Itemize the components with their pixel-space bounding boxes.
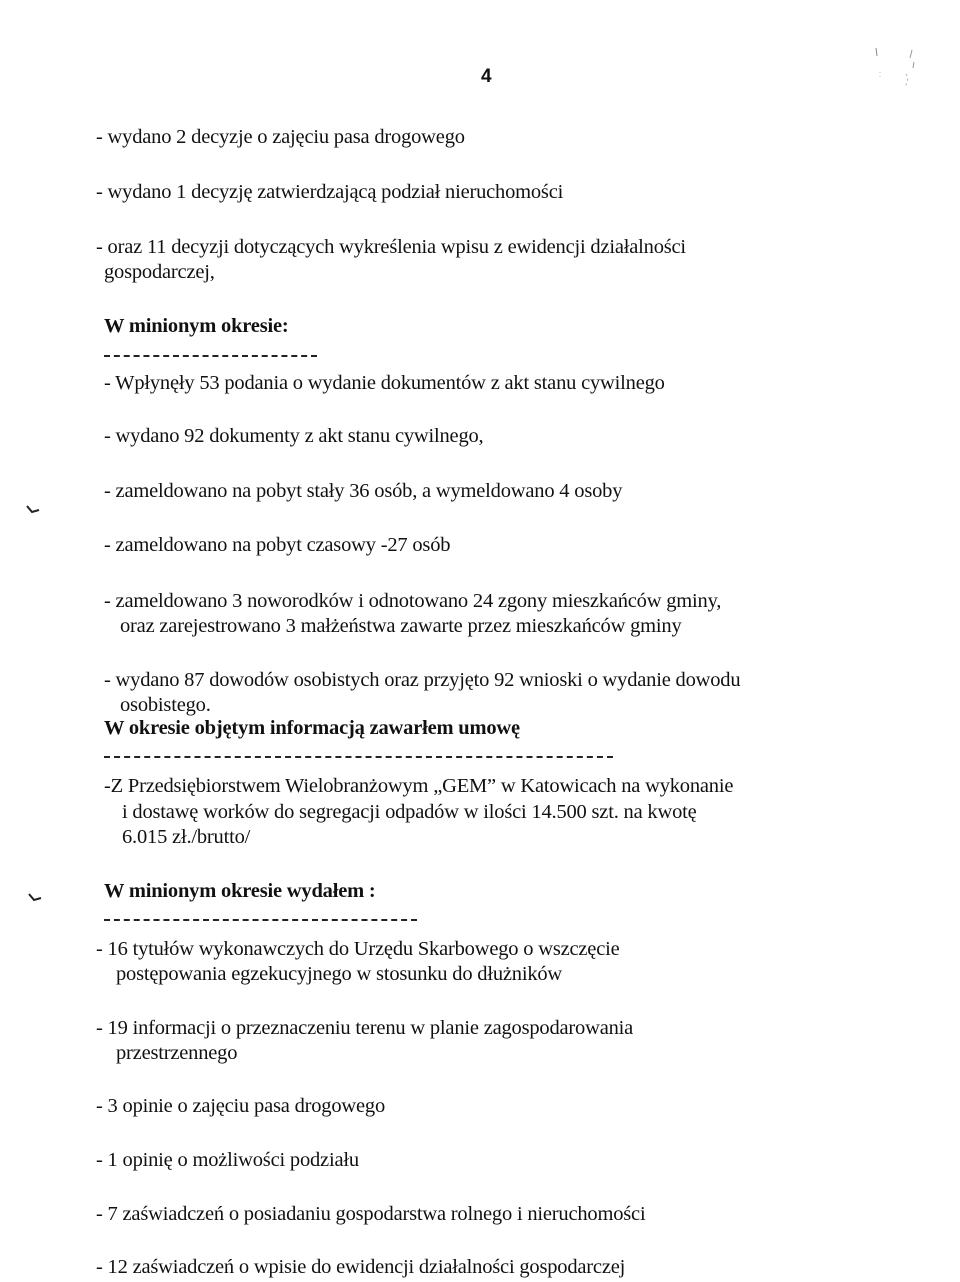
margin-tick-mark bbox=[26, 505, 40, 515]
list-item: - wydano 2 decyzje o zajęciu pasa drogowego bbox=[96, 126, 465, 148]
dashed-divider bbox=[104, 919, 417, 921]
list-item: - 16 tytułów wykonawczych do Urzędu Skarbowego o wszczęcie bbox=[96, 938, 620, 960]
list-item: - 19 informacji o przeznaczeniu terenu w planie zagospodarowania bbox=[96, 1017, 634, 1039]
list-item: - wydano 1 decyzję zatwierdzającą podział nieruchomości bbox=[96, 181, 564, 203]
section-heading: W minionym okresie wydałem : bbox=[104, 880, 376, 902]
scan-artifact-marks bbox=[868, 44, 928, 94]
list-item-continuation: osobistego. bbox=[120, 694, 211, 716]
section-heading: W minionym okresie: bbox=[104, 315, 289, 337]
list-item: - wydano 87 dowodów osobistych oraz przyjęto 92 wnioski o wydanie dowodu bbox=[104, 669, 741, 691]
list-item: - zameldowano na pobyt czasowy -27 osób bbox=[104, 534, 451, 556]
list-item: - zameldowano na pobyt stały 36 osób, a wymeldowano 4 osoby bbox=[104, 480, 623, 502]
list-item-continuation: gospodarczej, bbox=[104, 261, 215, 283]
list-item: - Wpłynęły 53 podania o wydanie dokumentów z akt stanu cywilnego bbox=[104, 372, 665, 394]
dashed-divider bbox=[104, 355, 317, 357]
list-item: -Z Przedsiębiorstwem Wielobranżowym „GEM” w Katowicach na wykonanie bbox=[104, 775, 734, 797]
list-item: - 1 opinię o możliwości podziału bbox=[96, 1149, 359, 1171]
section-heading: W okresie objętym informacją zawarłem umowę bbox=[104, 717, 520, 739]
list-item: - wydano 92 dokumenty z akt stanu cywilnego, bbox=[104, 425, 484, 447]
list-item: - 12 zaświadczeń o wpisie do ewidencji działalności gospodarczej bbox=[96, 1256, 626, 1278]
list-item-continuation: oraz zarejestrowano 3 małżeństwa zawarte przez mieszkańców gminy bbox=[120, 615, 682, 637]
list-item-continuation: przestrzennego bbox=[116, 1042, 238, 1064]
list-item: - 7 zaświadczeń o posiadaniu gospodarstwa rolnego i nieruchomości bbox=[96, 1203, 646, 1225]
list-item: - zameldowano 3 noworodków i odnotowano 24 zgony mieszkańców gminy, bbox=[104, 590, 722, 612]
list-item-continuation: i dostawę worków do segregacji odpadów w ilości 14.500 szt. na kwotę bbox=[122, 801, 697, 823]
list-item: - 3 opinie o zajęciu pasa drogowego bbox=[96, 1095, 386, 1117]
margin-tick-mark bbox=[28, 893, 42, 903]
list-item-continuation: postępowania egzekucyjnego w stosunku do dłużników bbox=[116, 963, 563, 985]
page-number: 4 bbox=[481, 66, 492, 87]
dashed-divider bbox=[104, 756, 613, 758]
list-item-continuation: 6.015 zł./brutto/ bbox=[122, 826, 251, 848]
list-item: - oraz 11 decyzji dotyczących wykreślenia wpisu z ewidencji działalności bbox=[96, 236, 686, 258]
